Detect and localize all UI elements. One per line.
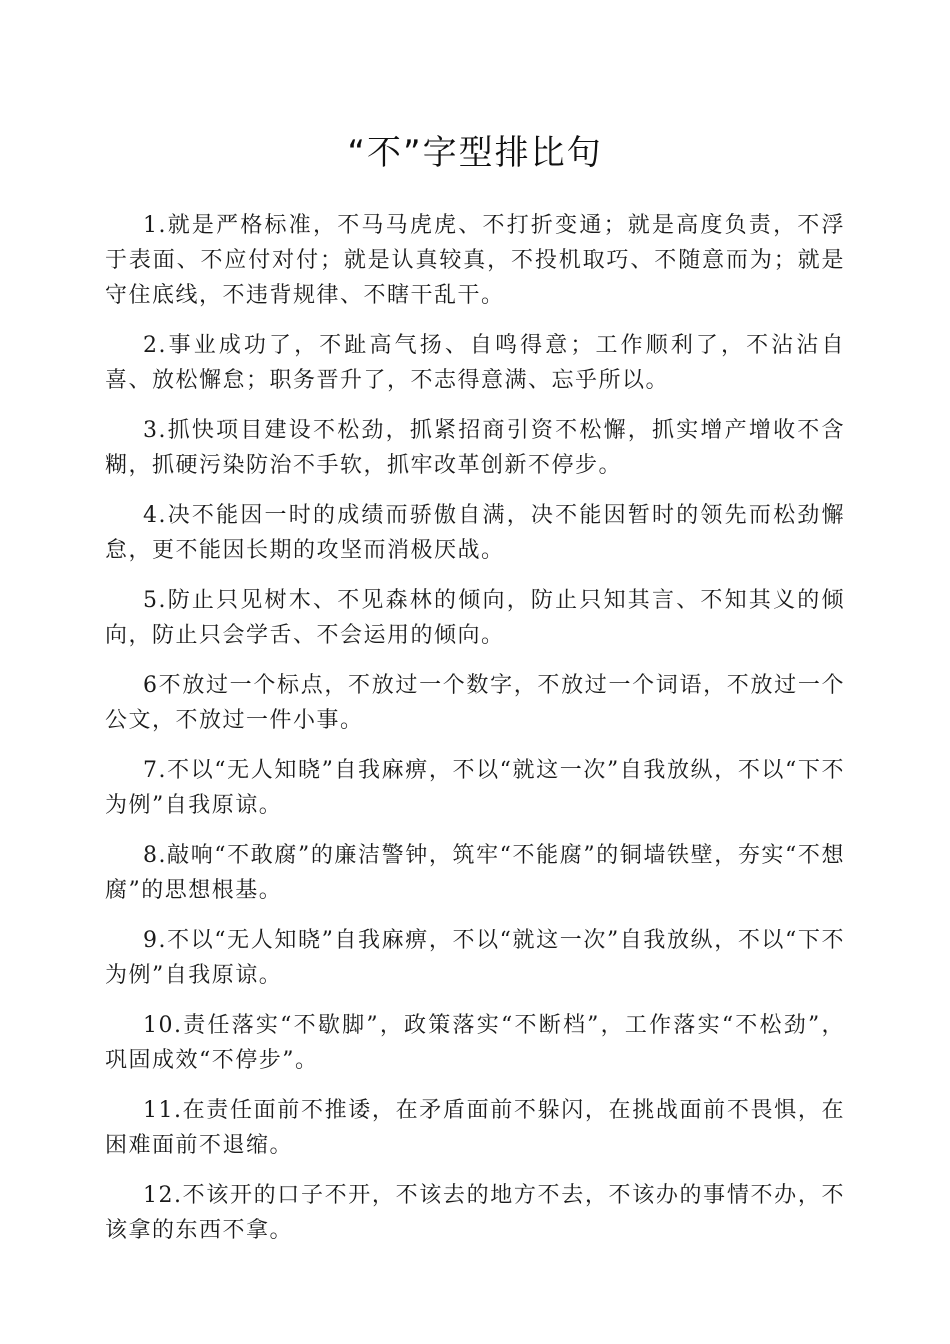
paragraph-5: 5.防止只见树木、不见森林的倾向，防止只知其言、不知其义的倾向，防止只会学舌、不会运用的倾向。 bbox=[105, 588, 845, 648]
paragraph-3: 3.抓快项目建设不松劲，抓紧招商引资不松懈，抓实增产增收不含糊，抓硬污染防治不手软，抓牢改革创新不停步。 bbox=[105, 418, 845, 478]
paragraph-12: 12.不该开的口子不开，不该去的地方不去，不该办的事情不办，不该拿的东西不拿。 bbox=[105, 1183, 845, 1243]
paragraph-7: 7.不以“无人知晓”自我麻痹，不以“就这一次”自我放纵，不以“下不为例”自我原谅。 bbox=[105, 758, 845, 818]
paragraph-4: 4.决不能因一时的成绩而骄傲自满，决不能因暂时的领先而松劲懈怠，更不能因长期的攻坚而消极厌战。 bbox=[105, 503, 845, 563]
document-title: “不”字型排比句 bbox=[347, 133, 603, 173]
paragraph-11: 11.在责任面前不推诿，在矛盾面前不躲闪，在挑战面前不畏惧，在困难面前不退缩。 bbox=[105, 1098, 845, 1158]
paragraph-8: 8.敲响“不敢腐”的廉洁警钟，筑牢“不能腐”的铜墙铁壁，夯实“不想腐”的思想根基。 bbox=[105, 843, 845, 903]
paragraph-10: 10.责任落实“不歇脚”，政策落实“不断档”，工作落实“不松劲”，巩固成效“不停步”。 bbox=[105, 1013, 845, 1073]
paragraph-9: 9.不以“无人知晓”自我麻痹，不以“就这一次”自我放纵，不以“下不为例”自我原谅。 bbox=[105, 928, 845, 988]
paragraph-1: 1.就是严格标准，不马马虎虎、不打折变通；就是高度负责，不浮于表面、不应付对付；就是认真较真，不投机取巧、不随意而为；就是守住底线，不违背规律、不瞎干乱干。 bbox=[105, 213, 845, 308]
paragraph-6: 6不放过一个标点，不放过一个数字，不放过一个词语，不放过一个公文，不放过一件小事。 bbox=[105, 673, 845, 733]
document-body bbox=[105, 208, 845, 1263]
paragraph-2: 2.事业成功了，不趾高气扬、自鸣得意；工作顺利了，不沾沾自喜、放松懈怠；职务晋升了，不志得意满、忘乎所以。 bbox=[105, 333, 845, 393]
